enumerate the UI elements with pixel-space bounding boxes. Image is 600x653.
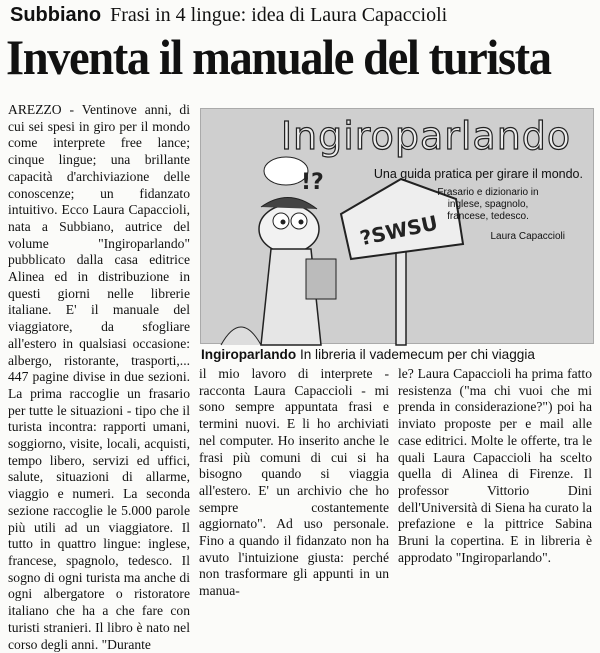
- cover-desc-line-1: Frasario e dizionario in: [437, 187, 539, 198]
- cover-desc-line-3: francese, tedesco.: [447, 211, 529, 222]
- caption-text: In libreria il vademecum per chi viaggia: [299, 347, 535, 362]
- cover-desc-line-2: inglese, spagnolo,: [447, 199, 529, 210]
- figure-caption: [201, 346, 595, 364]
- cover-author: Laura Capaccioli: [490, 231, 565, 242]
- cover-subtitle: Una guida pratica per girare il mondo.: [373, 167, 583, 181]
- article-column-1: [8, 102, 190, 652]
- svg-text:!?: !?: [301, 170, 324, 195]
- kicker: [10, 2, 595, 28]
- cover-title: Ingiroparlando: [280, 114, 572, 158]
- book-cover-image: [200, 108, 594, 344]
- article-text-3: le? Laura Capaccioli ha prima fatto resistenza ("ma chi vuoi che mi prenda in considerazione?") poi ha inviato proposte per e mail alle case editrici. Molte le offerte, tra le quali Laura Capaccioli ha scelto quella di Alinea di Firenze. Il professor Vittorio Dini dell'Università di Siena ha curato la prefazione e la pittrice Sabina Bruni la copertina. E in libreria è approdato "Ingiroparlando".: [398, 366, 592, 565]
- article-column-3: [398, 366, 592, 598]
- headline: Inventa il manuale del turista: [6, 29, 551, 85]
- caption-lead: Ingiroparlando: [201, 347, 297, 362]
- article-text-1: AREZZO - Ventinove anni, di cui sei spesi in giro per il mondo come interprete free lance; cinque lingue; una brillante capacità d'archiviazione delle conoscenze; un fidanzato intuitivo. Ecco Laura Capaccioli, nata a Subbiano, autrice del volume "Ingiroparlando" pubblicato dalla casa editrice Alinea ed in distribuzione in questi giorni nelle librerie italiane. E' il manuale del viaggiatore, da sfogliare all'estero in qualsiasi occasione: albergo, ristorante, trasporti,... 447 pagine divise in due sezioni. La prima raccoglie un frasario per tutte le situazioni - tipo che il turista incontra: rapporti umani, soggiorno, visite, locali, acquisti, tempo libero, servizi ed uffici, salute, situazioni di allarme, viaggio e numeri. La seconda sezione raccoglie le 5.000 parole più utili ad un viaggiatore. Il tutto in quattro lingue: inglese, francese, spagnolo, tedesco. Il sogno di ogni turista ma anche di ogni albergatore o ristoratore italiano che ha a che fare con turisti stranieri. Il libro è nato nel corso degli anni. "Durante: [8, 102, 190, 652]
- article-text-2: il mio lavoro di interprete - racconta Laura Capaccioli - mi sono sempre appuntata frasi e termini nuovi. E li ho archiviati nel computer. Ho inserito anche le frasi più comuni di cui si ha bisogno quando si viaggia all'estero. E' un archivio che ho sempre costantemente aggiornato". Ad uso personale. Fino a quando il fidanzato non ha avuto l'intuizione giusta: perché non trasformare gli appunti in un manua-: [199, 366, 389, 599]
- article-column-2: [199, 366, 389, 598]
- kicker-place: Subbiano: [10, 4, 102, 26]
- sign-label: ?SWSU: [357, 210, 440, 251]
- cover-description: [403, 187, 573, 223]
- kicker-subtitle: Frasi in 4 lingue: idea di Laura Capaccioli: [110, 4, 448, 26]
